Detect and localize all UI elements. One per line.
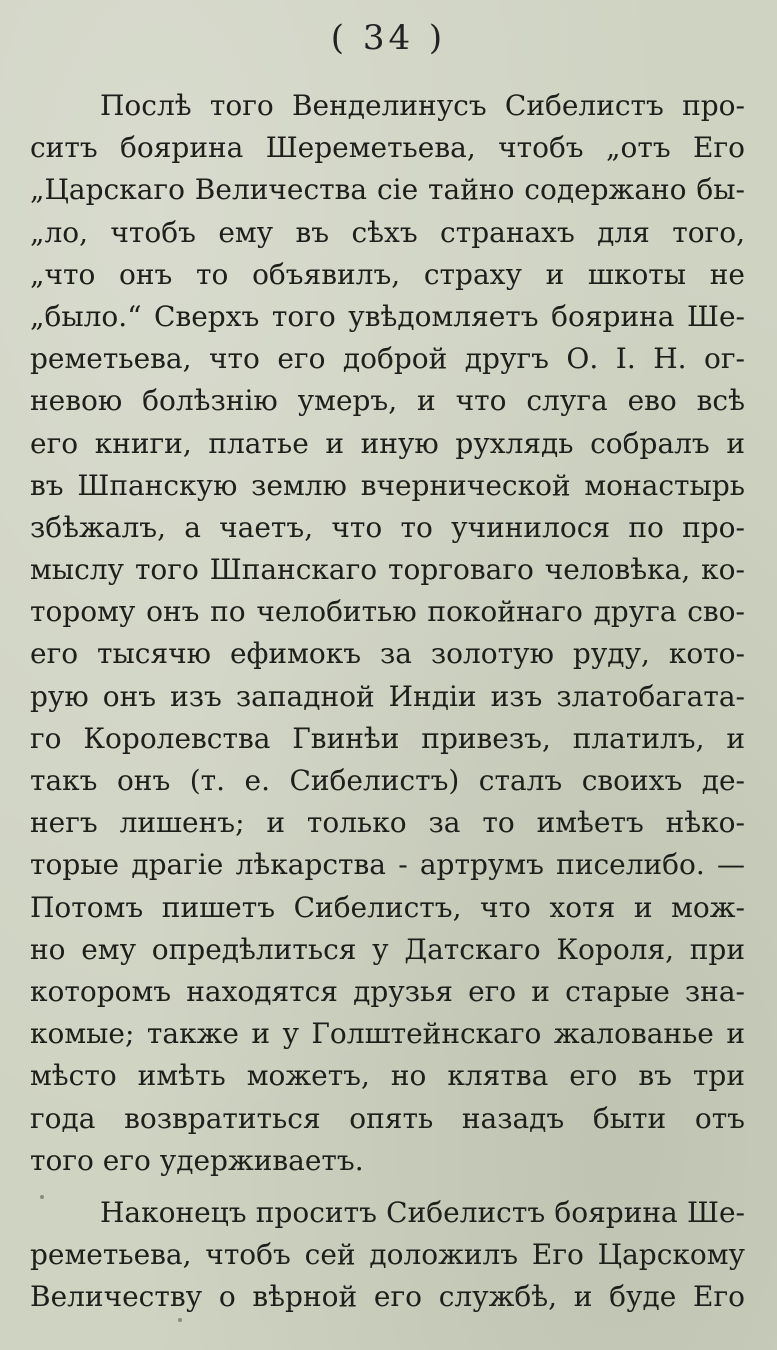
- text-line: „ло, чтобъ ему въ сѣхъ странахъ для того,: [30, 215, 745, 249]
- text-line: „Царскаго Величества сіе тайно содержано бы-: [30, 173, 745, 207]
- paragraph-2: [30, 1192, 745, 1319]
- text-line: торому онъ по челобитью покойнаго друга сво-: [30, 595, 745, 629]
- paper-speck: [40, 1195, 44, 1199]
- text-line: Потомъ пишетъ Сибелистъ, что хотя и мож-: [30, 890, 745, 924]
- text-line: збѣжалъ, а чаетъ, что то учинилося по про-: [30, 510, 745, 544]
- text-line: Наконецъ проситъ Сибелистъ боярина Ше-: [100, 1195, 745, 1229]
- text-line: негъ лишенъ; и только за то имѣетъ нѣко-: [30, 806, 745, 840]
- text-line: „что онъ то объявилъ, страху и шкоты не: [30, 257, 745, 291]
- paper-speck: [178, 1318, 182, 1322]
- page-number: ( 34 ): [330, 18, 447, 58]
- text-line: Величеству о вѣрной его службѣ, и буде Его: [30, 1280, 745, 1314]
- paragraph-1: [30, 85, 745, 1182]
- text-line: ситъ боярина Шереметьева, чтобъ „отъ Его: [30, 131, 745, 165]
- text-line: Послѣ того Венделинусъ Сибелистъ про-: [100, 89, 745, 122]
- text-line: мѣсто имѣть можетъ, но клятва его въ три: [30, 1059, 745, 1093]
- text-line: его книги, платье и иную рухлядь собралъ и: [30, 426, 745, 460]
- text-line: но ему опредѣлиться у Датскаго Короля, при: [30, 932, 745, 966]
- text-line: „было.“ Сверхъ того увѣдомляетъ боярина Ше-: [30, 299, 745, 333]
- text-line: реметьева, что его доброй другъ О. І. Н. ог-: [30, 342, 745, 376]
- body-text: [30, 85, 745, 1318]
- text-line: года возвратиться опять назадъ быти отъ: [30, 1101, 745, 1135]
- text-line: торые драгіе лѣкарства - артрумъ писелибо. —: [30, 848, 745, 882]
- text-line: реметьева, чтобъ сей доложилъ Его Царскому: [30, 1238, 745, 1272]
- text-line: рую онъ изъ западной Индіи изъ златобагата-: [30, 679, 745, 713]
- text-line: которомъ находятся друзья его и старые зна-: [30, 974, 745, 1008]
- paragraph-spacer: [30, 1182, 745, 1192]
- text-line: мыслу того Шпанскаго торговаго человѣка, ко-: [30, 553, 745, 587]
- text-line: того его удерживаетъ.: [30, 1143, 364, 1177]
- text-line: комые; также и у Голштейнскаго жалованье и: [30, 1017, 745, 1051]
- text-line: его тысячю ефимокъ за золотую руду, кото-: [30, 637, 745, 671]
- text-line: въ Шпанскую землю вчернической монастырь: [30, 468, 745, 502]
- text-line: невою болѣзнію умеръ, и что слуга ево всѣ: [30, 384, 745, 418]
- text-line: такъ онъ (т. е. Сибелистъ) сталъ своихъ де-: [30, 764, 745, 797]
- text-line: го Королевства Гвинѣи привезъ, платилъ, и: [30, 721, 745, 755]
